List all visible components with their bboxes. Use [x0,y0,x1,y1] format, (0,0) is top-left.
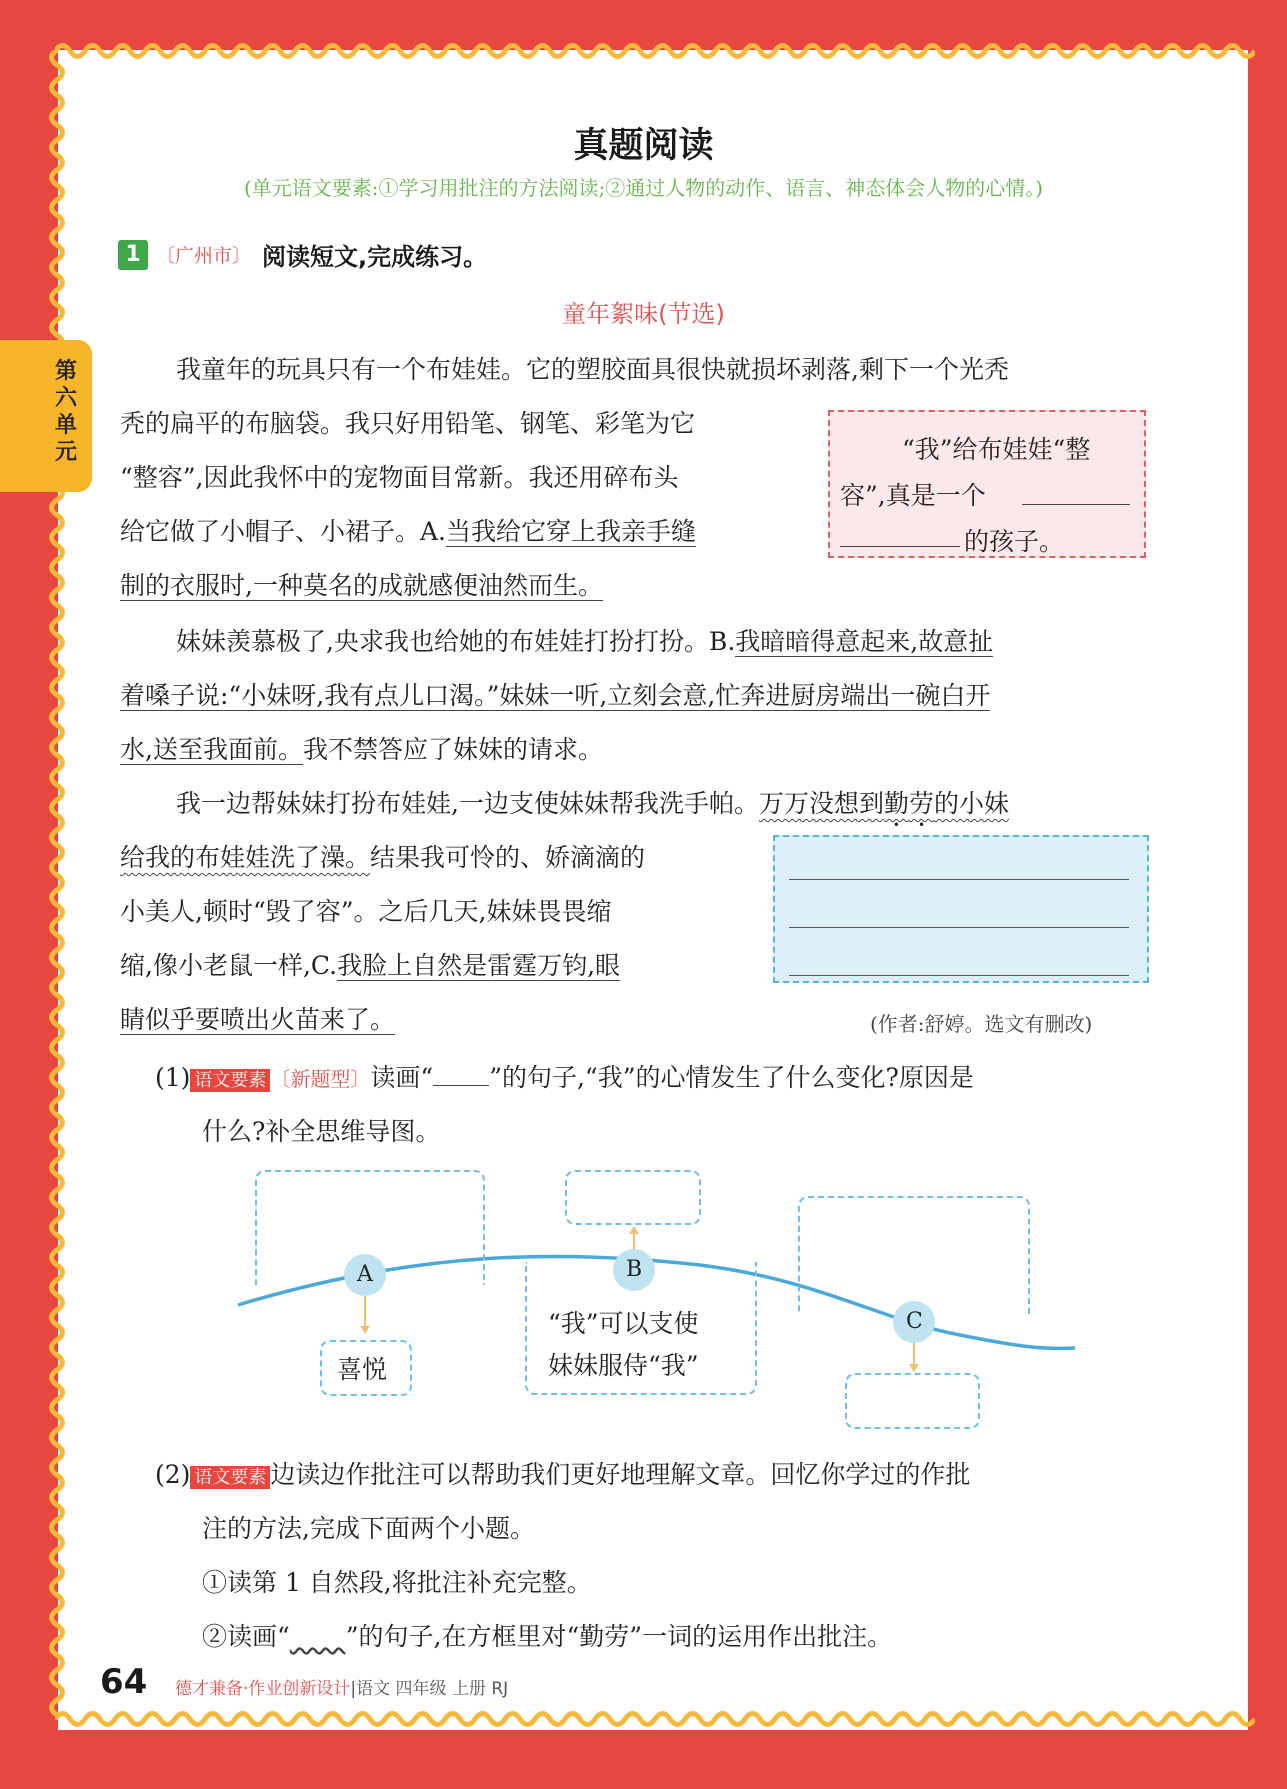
passage-text: 缩,像小老鼠一样,C. [120,951,338,980]
passage-text: 给它做了小帽子、小裙子。A. [120,517,447,546]
underlined-sentence-b: 我暗暗得意起来,故意扯 [735,627,994,656]
page-title: 真题阅读 [573,126,714,166]
underlined-sentence-b-cont: 着嗓子说:“小妹呀,我有点儿口渴。”妹妹一听,立刻会意,忙奔进厨房端出一碗白开 [120,681,991,710]
sub-question-text: 读画“ [370,1063,434,1092]
node-a-label: A [357,1262,373,1287]
passage-line: 小美人,顿时“毁了容”。之后几天,妹妹畏畏缩 [120,897,612,926]
sub-question-line: 什么?补全思维导图。 [202,1117,441,1146]
wavy-line-sample [290,1622,346,1642]
mindmap-b-reason-line2: 妹妹服侍“我” [548,1351,699,1380]
passage-text: 妹妹羡慕极了,央求我也给她的布娃娃打扮打扮。B. [176,627,736,656]
sub-question-text: ”的句子,在方框里对“勤劳”一词的运用作出批注。 [345,1622,893,1651]
passage-text: 我一边帮妹妹打扮布娃娃,一边支使妹妹帮我洗手帕。 [176,789,759,818]
passage-title: 童年絮味(节选) [562,300,725,328]
question-region: 〔广州市〕 [156,245,252,267]
unit-tab-label: 第六单元 [54,359,77,465]
passage-line: “整容”,因此我怀中的宠物面目常新。我还用碎布头 [120,463,679,492]
annotation-text: “我”给布娃娃“整 [902,435,1091,464]
passage-text: 我不禁答应了妹妹的请求。 [302,735,603,764]
wavy-text: 的小妹 [934,789,1010,818]
passage-line: 秃的扁平的布脑袋。我只好用铅笔、钢笔、彩笔为它 [120,409,696,438]
dotted-char: 勤 [883,789,909,818]
sub-question-number: (1) [155,1063,191,1092]
footer-book [175,1674,508,1699]
passage-text: 结果我可怜的、娇滴滴的 [370,843,646,872]
sub-question-line: 注的方法,完成下面两个小题。 [202,1514,535,1543]
language-element-tag: 语文要素 [190,1069,270,1092]
arrow-c-head [909,1364,919,1372]
underlined-sentence-c: 我脸上自然是雷霆万钧,眼 [337,951,621,980]
footer-separator: | [350,1679,357,1699]
passage-line: 我童年的玩具只有一个布娃娃。它的塑胶面具很快就损坏剥落,剩下一个光秃 [176,355,1009,384]
annotation-text: 的孩子。 [964,527,1065,556]
mindmap-answer-box-reason-c[interactable] [798,1196,1030,1314]
mindmap-a-feeling: 喜悦 [337,1355,388,1384]
mindmap-answer-box-reason-a[interactable] [255,1170,485,1285]
mindmap-b-reason-line1: “我”可以支使 [548,1309,699,1338]
sub-question-text: 边读边作批注可以帮助我们更好地理解文章。回忆你学过的作批 [270,1460,971,1489]
book-title: 德才兼备·作业创新设计 [175,1679,351,1699]
new-type-tag: 〔新题型〕 [270,1067,371,1091]
underlined-sentence-b-end: 水,送至我面前。 [120,735,303,764]
sub-question-item: ①读第 1 自然段,将批注补充完整。 [202,1568,592,1597]
sub-question-number: (2) [155,1460,191,1489]
wavy-sentence-cont: 给我的布娃娃洗了澡。 [120,843,371,872]
dotted-char: 劳 [908,789,934,818]
sub-question-item [202,1617,892,1653]
annotation-text: 容”,真是一个 [840,481,986,510]
mindmap-answer-box-b-feeling[interactable] [565,1170,701,1225]
sub-question-2 [155,1455,970,1491]
unit-elements-subtitle: (单元语文要素:①学习用批注的方法阅读;②通过人物的动作、语言、神态体会人物的心情。) [243,176,1044,200]
underlined-sentence-c-cont: 睛似乎要喷出火苗来了。 [120,1005,396,1034]
node-c-label: C [906,1309,923,1334]
mindmap-answer-box-c-feeling[interactable] [845,1373,980,1429]
underlined-sentence-a: 当我给它穿上我亲手缝 [446,517,697,546]
page-number: 64 [100,1662,148,1702]
question-instruction: 阅读短文,完成练习。 [262,243,488,271]
node-b-label: B [626,1257,643,1282]
arrow-a-head [360,1326,370,1334]
sub-question-text: ”的句子,“我”的心情发生了什么变化?原因是 [489,1063,974,1092]
underlined-sentence-a-cont: 制的衣服时,一种莫名的成就感便油然而生。 [120,571,603,600]
author-note: (作者:舒婷。选文有删改) [870,1012,1093,1036]
sub-question-text: ②读画“ [202,1622,290,1651]
arrow-b-head [629,1226,639,1234]
question-number-badge: 1 [118,240,148,270]
wavy-text: 万万没想到 [758,789,884,818]
language-element-tag: 语文要素 [190,1466,270,1489]
footer-subject: 语文 四年级 上册 RJ [356,1679,509,1699]
